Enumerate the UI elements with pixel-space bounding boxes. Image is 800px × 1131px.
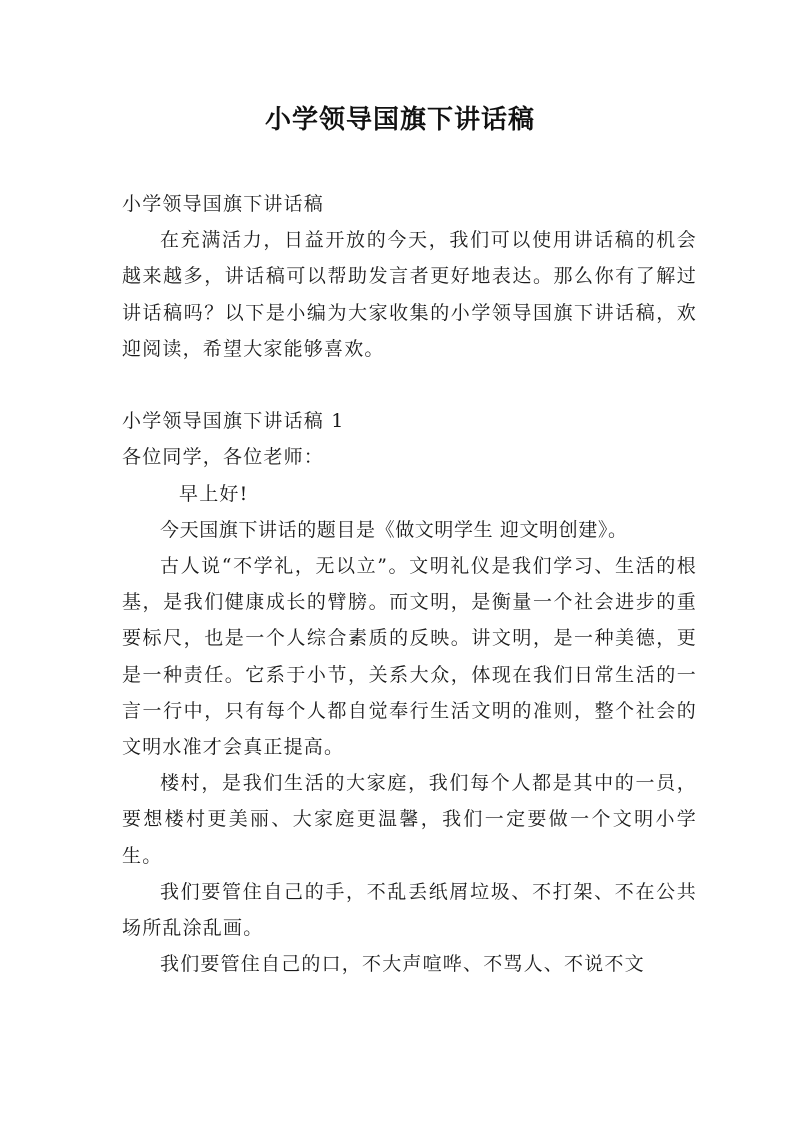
document-body [122, 186, 697, 982]
intro-paragraph: 在充满活力，日益开放的今天，我们可以使用讲话稿的机会越来越多，讲话稿可以帮助发言者更好地表达。那么你有了解过讲话稿吗？以下是小编为大家收集的小学领导国旗下讲话稿，欢迎阅读，希望大家能够喜欢。 [122, 229, 697, 360]
greeting: 早上好! [179, 482, 249, 505]
salutation: 各位同学，各位老师： [122, 446, 325, 469]
section-heading: 小学领导国旗下讲话稿 1 [122, 410, 345, 433]
body-paragraph: 古人说“不学礼，无以立”。文明礼仪是我们学习、生活的根基，是我们健康成长的臂膀。而文明，是衡量一个社会进步的重要标尺，也是一个人综合素质的反映。讲文明，是一种美德，更是一种责任。它系于小节，关系大众，体现在我们日常生活的一言一行中，只有每个人都自觉奉行生活文明的准则，整个社会的文明水准才会真正提高。 [122, 555, 697, 759]
body-paragraph: 楼村，是我们生活的大家庭，我们每个人都是其中的一员，要想楼村更美丽、大家庭更温馨，我们一定要做一个文明小学生。 [122, 772, 697, 867]
body-paragraph: 我们要管住自己的口，不大声喧哗、不骂人、不说不文 [160, 953, 645, 976]
body-paragraph: 我们要管住自己的手，不乱丢纸屑垃圾、不打架、不在公共场所乱涂乱画。 [122, 880, 697, 940]
document-title: 小学领导国旗下讲话稿 [264, 105, 535, 135]
document-subtitle: 小学领导国旗下讲话稿 [122, 193, 325, 215]
blank-line [122, 367, 697, 403]
body-paragraph-topic: 今天国旗下讲话的题目是《做文明学生 迎文明创建》。 [160, 518, 628, 541]
